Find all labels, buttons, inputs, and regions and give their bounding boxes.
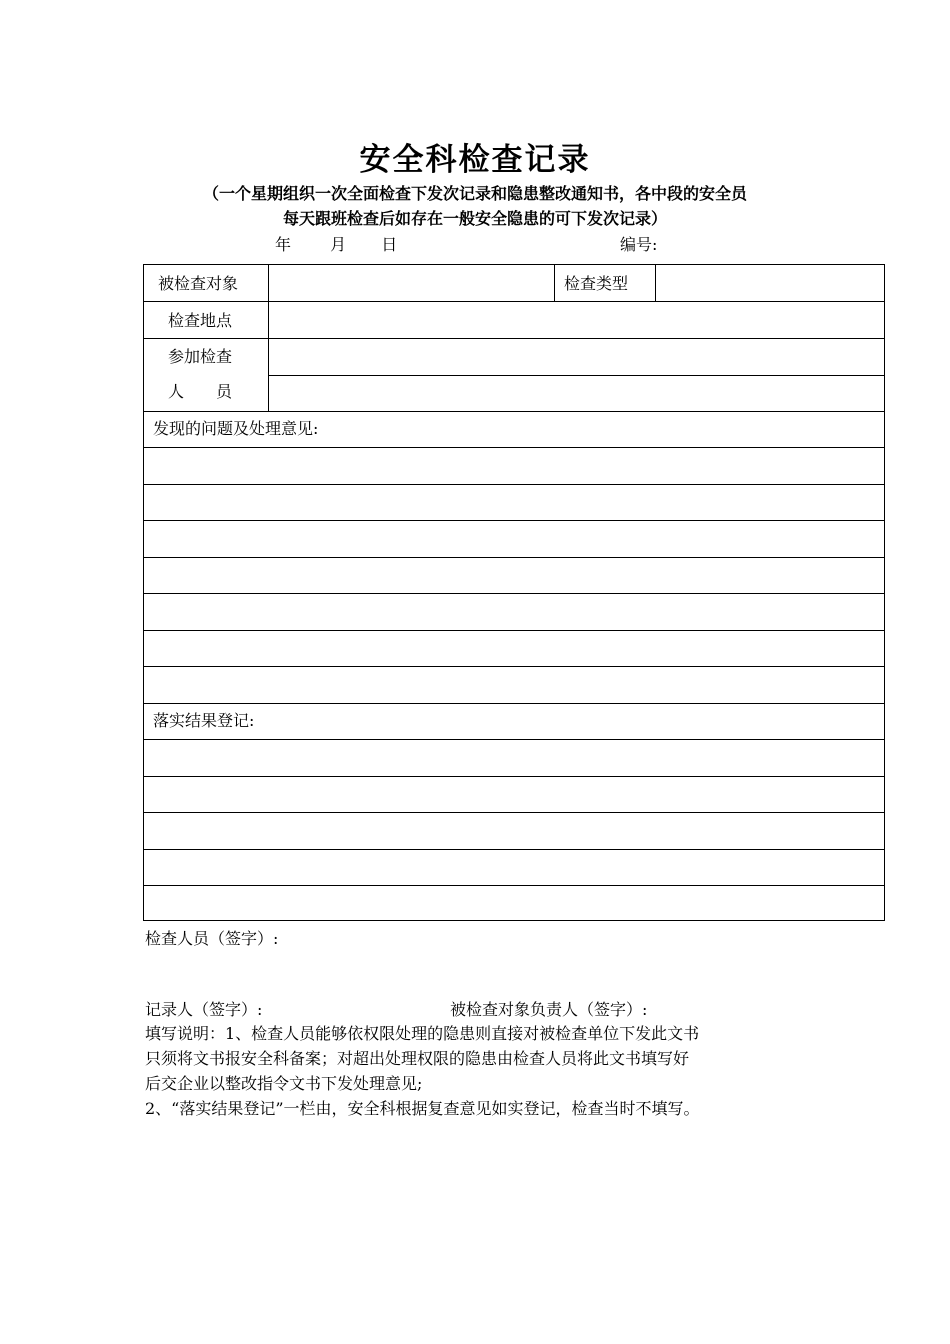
year-label: 年 (275, 235, 292, 254)
subtitle-line-2: 每天跟班检查后如存在一般安全隐患的可下发次记录） (282, 209, 667, 228)
column-divider (554, 265, 555, 301)
row-divider (144, 703, 884, 704)
recorder-signature-label: 记录人（签字）: (145, 1000, 263, 1019)
date-line (275, 232, 397, 255)
inspection-type-label: 检查类型 (564, 274, 629, 293)
day-label: 日 (381, 235, 398, 254)
inspected-object-field[interactable] (269, 265, 553, 301)
inspected-object-label: 被检查对象 (158, 274, 239, 293)
participants-label-line-1: 参加检查 (168, 347, 233, 366)
note-line-3: 后交企业以整改指令文书下发处理意见; (145, 1074, 423, 1093)
responsible-signature-label: 被检查对象负责人（签字）: (450, 1000, 648, 1019)
month-label: 月 (330, 235, 347, 254)
inspection-location-field[interactable] (269, 302, 884, 338)
row-divider (144, 411, 884, 412)
note-line-2: 只须将文书报安全科备案；对超出处理权限的隐患由检查人员将此文书填写好 (145, 1049, 690, 1068)
subtitle-line-1: （一个星期组织一次全面检查下发次记录和隐患整改通知书，各中段的安全员 (202, 184, 747, 203)
page-title: 安全科检查记录 (359, 142, 591, 178)
results-field[interactable] (144, 740, 884, 920)
note-line-4: 2、“落实结果登记”一栏由，安全科根据复查意见如实登记，检查当时不填写。 (145, 1099, 700, 1118)
inspection-type-field[interactable] (656, 265, 884, 301)
inspector-signature-label: 检查人员（签字）: (145, 929, 279, 948)
serial-number-label: 编号: (620, 235, 658, 254)
problems-label: 发现的问题及处理意见: (153, 419, 319, 438)
participants-label-line-2: 人 员 (168, 382, 233, 401)
problems-field[interactable] (144, 448, 884, 702)
participants-field-2[interactable] (269, 376, 884, 411)
note-line-1: 填写说明：1、检查人员能够依权限处理的隐患则直接对被检查单位下发此文书 (145, 1024, 700, 1043)
inspection-location-label: 检查地点 (168, 311, 233, 330)
participants-field-1[interactable] (269, 339, 884, 375)
inspection-form (143, 264, 885, 921)
results-label: 落实结果登记: (153, 711, 255, 730)
